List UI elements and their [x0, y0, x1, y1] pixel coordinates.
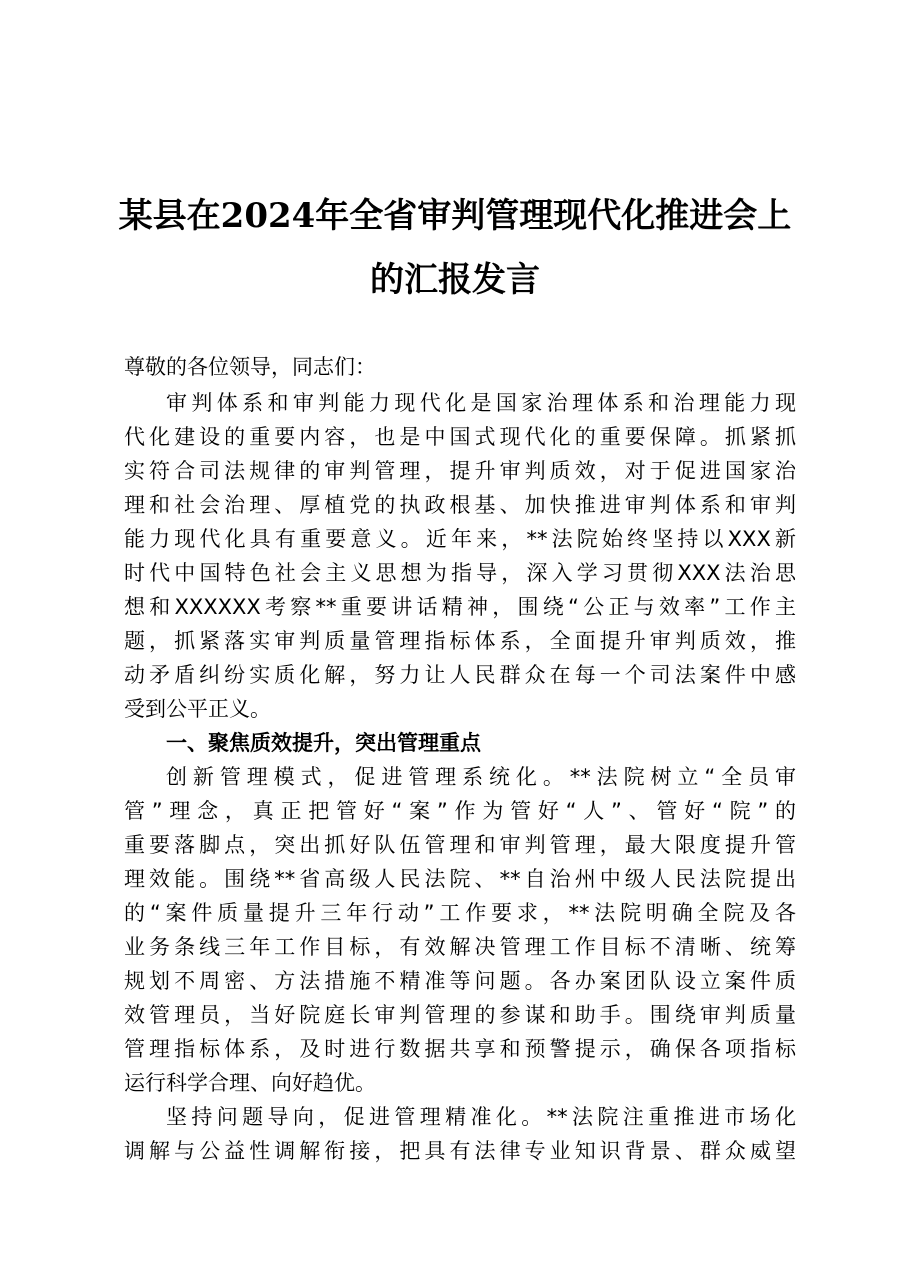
- paragraph-1-line: 题，抓紧落实审判质量管理指标体系，全面提升审判质效，推: [124, 629, 796, 653]
- paragraph-2-line: 管”理念，真正把管好“案”作为管好“人”、管好“院”的: [124, 799, 796, 823]
- paragraph-2-line: 重要落脚点，突出抓好队伍管理和审判管理，最大限度提升管: [124, 833, 796, 857]
- paragraph-1-line: 实符合司法规律的审判管理，提升审判质效，对于促进国家治: [124, 459, 796, 483]
- paragraph-2-line: 业务条线三年工作目标，有效解决管理工作目标不清晰、统筹: [124, 935, 796, 959]
- document-title-line-2: 的汇报发言: [370, 260, 540, 300]
- document-title-line-1: 某县在2024年全省审判管理现代化推进会上: [118, 196, 792, 236]
- paragraph-3-line: 坚持问题导向，促进管理精准化。**法院注重推进市场化: [166, 1105, 796, 1129]
- paragraph-2-line: 效管理员，当好院庭长审判管理的参谋和助手。围绕审判质量: [124, 1003, 796, 1027]
- paragraph-2-line: 管理指标体系，及时进行数据共享和预警提示，确保各项指标: [124, 1037, 796, 1061]
- paragraph-1-line: 能力现代化具有重要意义。近年来，**法院始终坚持以XXX新: [124, 527, 796, 551]
- paragraph-1-line: 时代中国特色社会主义思想为指导，深入学习贯彻XXX法治思: [124, 561, 796, 585]
- paragraph-2-line: 的“案件质量提升三年行动”工作要求，**法院明确全院及各: [124, 901, 796, 925]
- salutation: 尊敬的各位领导，同志们：: [124, 355, 376, 379]
- paragraph-1-line: 代化建设的重要内容，也是中国式现代化的重要保障。抓紧抓: [124, 425, 796, 449]
- paragraph-1-line: 受到公平正义。: [124, 697, 271, 721]
- paragraph-1-line: 动矛盾纠纷实质化解，努力让人民群众在每一个司法案件中感: [124, 663, 796, 687]
- paragraph-2-line: 创新管理模式，促进管理系统化。**法院树立“全员审: [166, 765, 796, 789]
- paragraph-2-line: 运行科学合理、向好趋优。: [124, 1071, 376, 1095]
- paragraph-1-line: 审判体系和审判能力现代化是国家治理体系和治理能力现: [166, 391, 796, 415]
- paragraph-1-line: 理和社会治理、厚植党的执政根基、加快推进审判体系和审判: [124, 493, 796, 517]
- section-heading-1: 一、聚焦质效提升，突出管理重点: [166, 731, 481, 755]
- paragraph-2-line: 规划不周密、方法措施不精准等问题。各办案团队设立案件质: [124, 969, 796, 993]
- paragraph-3-line: 调解与公益性调解衔接，把具有法律专业知识背景、群众威望: [124, 1139, 796, 1163]
- paragraph-1-line: 想和XXXXXX考察**重要讲话精神，围绕“公正与效率”工作主: [124, 595, 796, 619]
- paragraph-2-line: 理效能。围绕**省高级人民法院、**自治州中级人民法院提出: [124, 867, 796, 891]
